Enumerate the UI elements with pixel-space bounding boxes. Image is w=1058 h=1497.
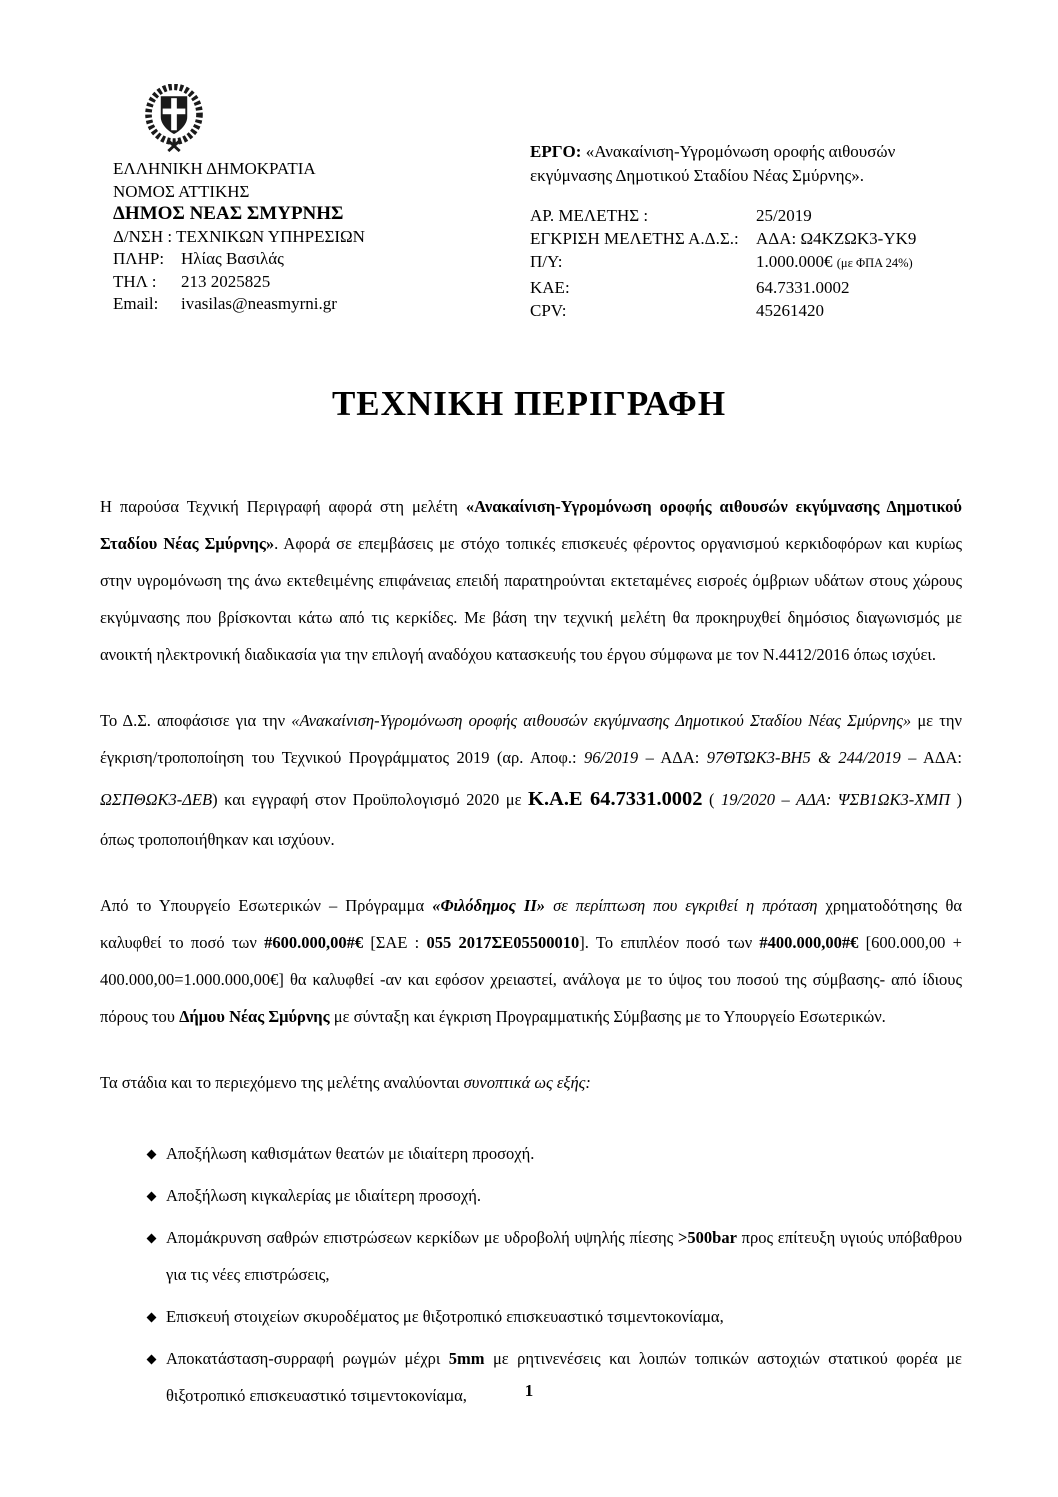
- project-title: [530, 140, 964, 188]
- paragraph-stages-intro: Τα στάδια και το περιεχόμενο της μελέτης αναλύονται συνοπτικά ως εξής:: [100, 1073, 591, 1093]
- diamond-bullet-icon: [147, 1234, 157, 1244]
- contact-email-value: ivasilas@neasmyrni.gr: [181, 294, 337, 313]
- greek-coat-of-arms-icon: [141, 84, 207, 152]
- diamond-bullet-icon: [147, 1150, 157, 1160]
- field-budget: Π/Υ: 1.000.000€ (με ΦΠΑ 24%): [530, 252, 913, 272]
- list-item: Αποξήλωση κιγκαλερίας με ιδιαίτερη προσοχή.: [148, 1178, 962, 1215]
- contact-person-label: ΠΛΗΡ:: [113, 249, 165, 268]
- paragraph-funding: Από το Υπουργείο Εσωτερικών – Πρόγραμμα «Φιλόδημος ΙΙ» σε περίπτωση που εγκριθεί η πρόταση χρηματοδότησης θα καλυφθεί το ποσό των #600.000,00#€ [ΣΑΕ : 055 2017ΣΕ05500010]. Το επιπλέον ποσό των #400.000,00#€ [600.000,00 + 400.000,00=1.000.000,00€] θα καλυφθεί -αν και εφόσον χρειαστεί, ανάλογα με το ύψος του ποσού της σύμβασης- από ίδιους πόρους του Δήμου Νέας Σμύρνης με σύνταξη και έγκριση Προγραμματικής Σύμβασης με το Υπουργείο Εσωτερικών.: [100, 896, 962, 1027]
- diamond-bullet-icon: [147, 1355, 157, 1365]
- contact-phone-label: ΤΗΛ :: [113, 271, 157, 291]
- page-number: 1: [524, 1381, 534, 1400]
- field-cpv: CPV: 45261420: [530, 300, 824, 320]
- issuer-municipality: ΔΗΜΟΣ ΝΕΑΣ ΣΜΥΡΝΗΣ: [113, 203, 344, 224]
- vat-note: (με ΦΠΑ 24%): [836, 256, 913, 271]
- issuer-directorate: Δ/ΝΣΗ : ΤΕΧΝΙΚΩΝ ΥΠΗΡΕΣΙΩΝ: [113, 226, 365, 246]
- contact-phone-row: [113, 271, 443, 294]
- contact-person-row: [113, 248, 443, 271]
- diamond-bullet-icon: [147, 1313, 157, 1323]
- issuer-prefecture: ΝΟΜΟΣ ΑΤΤΙΚΗΣ: [113, 181, 250, 201]
- contact-email-label: Email:: [113, 294, 159, 313]
- list-item: Απομάκρυνση σαθρών επιστρώσεων κερκίδων με υδροβολή υψηλής πίεσης >500bar προς επίτευξη υγιούς υπόβαθρου για τις νέες επιστρώσεις,: [148, 1220, 962, 1294]
- paragraph-scope: Η παρούσα Τεχνική Περιγραφή αφορά στη μελέτη «Ανακαίνιση-Υγρομόνωση οροφής αιθουσών εκγύμνασης Δημοτικού Σταδίου Νέας Σμύρνης». Αφορά σε επεμβάσεις με στόχο τοπικές επισκευές φέροντος οργανισμού κερκιδοφόρων και κυρίως στην υγρομόνωση της άνω εκτεθειμένης επιφάνειας επειδή παρατηρούνται εκτεταμένες εισροές όμβριων υδάτων στους χώρους εκγύμνασης που βρίσκονται κάτω από τις κερκίδες. Με βάση την τεχνική μελέτη θα προκηρυχθεί δημόσιος διαγωνισμός με ανοικτή ηλεκτρονική διαδικασία για την επιλογή αναδόχου κατασκευής του έργου σύμφωνα με τον Ν.4412/2016 όπως ισχύει.: [100, 497, 963, 664]
- page-title: ΤΕΧΝΙΚΗ ΠΕΡΙΓΡΑΦΗ: [331, 384, 727, 423]
- diamond-bullet-icon: [147, 1192, 157, 1202]
- field-study-approval: ΕΓΚΡΙΣΗ ΜΕΛΕΤΗΣ Α.Δ.Σ.: ΑΔΑ: Ω4ΚΖΩΚ3-ΥΚ9: [530, 229, 917, 249]
- project-text: «Ανακαίνιση-Υγρομόνωση οροφής αιθουσών εκγύμνασης Δημοτικού Σταδίου Νέας Σμύρνης».: [530, 142, 896, 185]
- issuer-republic: ΕΛΛΗΝΙΚΗ ΔΗΜΟΚΡΑΤΙΑ: [113, 159, 316, 178]
- list-item: Αποξήλωση καθισμάτων θεατών με ιδιαίτερη προσοχή.: [148, 1136, 962, 1173]
- stages-list: [100, 1136, 962, 1415]
- field-kae: ΚΑΕ: 64.7331.0002: [530, 277, 850, 297]
- field-study-number: ΑΡ. ΜΕΛΕΤΗΣ : 25/2019: [530, 206, 812, 225]
- list-item: Αποκατάσταση-συρραφή ρωγμών μέχρι 5mm με ρητινενέσεις και λοιπών τοπικών αστοχιών στατικού φορέα με θιξοτροπικό επισκευαστικό τσιμεντοκονίαμα,: [148, 1341, 962, 1415]
- issuer-block: [113, 84, 443, 316]
- list-item: Επισκευή στοιχείων σκυροδέματος με θιξοτροπικό επισκευαστικό τσιμεντοκονίαμα,: [148, 1299, 962, 1336]
- paragraph-council-decision: Το Δ.Σ. αποφάσισε για την «Ανακαίνιση-Υγρομόνωση οροφής αιθουσών εκγύμνασης Δημοτικού Σταδίου Νέας Σμύρνης» με την έγκριση/τροποποίηση του Τεχνικού Προγράμματος 2019 (αρ. Αποφ.: 96/2019 – ΑΔΑ: 97ΘΤΩΚ3-ΒΗ5 & 244/2019 – ΑΔΑ: ΩΣΠΘΩΚ3-ΔΕΒ) και εγγραφή στον Προϋπολογισμό 2020 με Κ.Α.Ε 64.7331.0002 ( 19/2020 – ΑΔΑ: ΨΣΒ1ΩΚ3-ΧΜΠ ) όπως τροποποιήθηκαν και ισχύουν.: [100, 710, 963, 850]
- contact-person-value: Ηλίας Βασιλάς: [181, 249, 284, 268]
- contact-phone-value: 213 2025825: [181, 271, 271, 291]
- project-label: ΕΡΓΟ:: [530, 142, 582, 161]
- document-body: [100, 489, 962, 1420]
- project-meta-block: [530, 140, 964, 322]
- contact-email-row: [113, 293, 443, 316]
